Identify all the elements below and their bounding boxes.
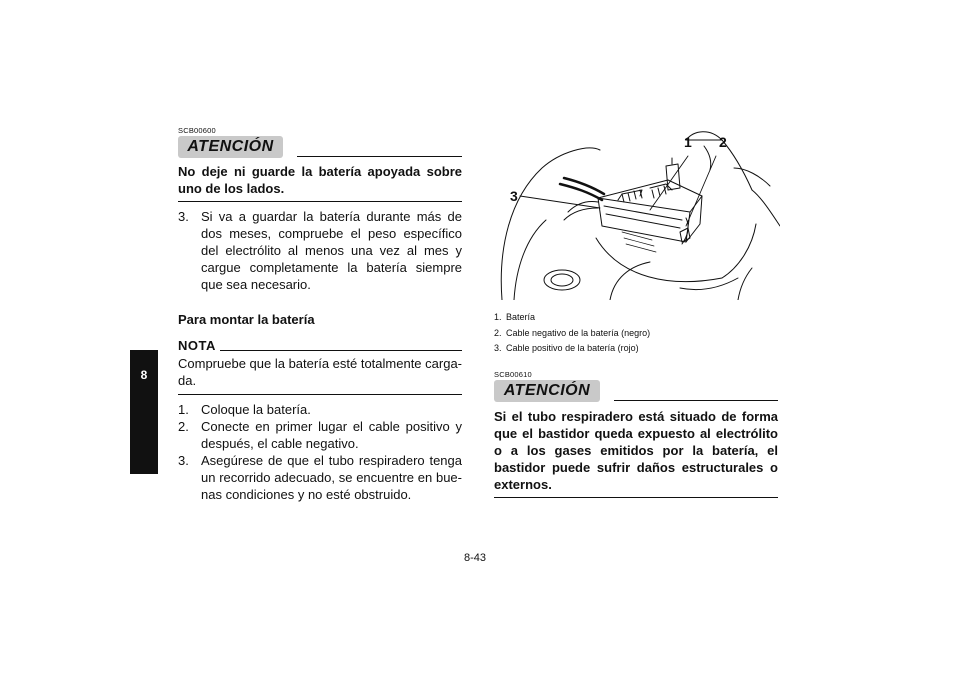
callout-2: 2 — [719, 134, 727, 150]
warning-block — [178, 126, 462, 202]
illustration-svg — [490, 128, 780, 300]
note-block — [178, 338, 462, 395]
step-text: Si va a guardar la batería durante más de dos meses, compruebe el peso específico del electrólito al menos una vez al mes y cargue completamente la batería siempre que sea necesario. — [201, 209, 462, 292]
callout-1: 1 — [684, 134, 692, 150]
warning-bottom-rule — [178, 201, 462, 202]
install-step — [178, 452, 462, 503]
warning-header — [178, 136, 462, 158]
callout-3: 3 — [510, 188, 518, 204]
step-number: 3. — [178, 453, 189, 468]
section-title: Para montar la batería — [178, 312, 315, 327]
note-bottom-rule — [178, 394, 462, 395]
step-text: Coloque la batería. — [201, 402, 311, 417]
warning-code: SCB00600 — [178, 126, 216, 135]
step-number: 2. — [178, 419, 189, 434]
step-number: 1. — [178, 402, 189, 417]
note-header — [178, 338, 462, 353]
step-text: Asegúrese de que el tubo respiradero tenga un recorrido adecuado, se encuentre en bue-nas condiciones y no esté obstruido. — [201, 453, 462, 502]
chapter-number: 8 — [140, 368, 148, 382]
atencion-badge — [178, 136, 283, 158]
install-steps — [178, 401, 462, 503]
left-column — [178, 126, 462, 503]
battery-illustration — [490, 128, 780, 300]
atencion-label: ATENCIÓN — [503, 382, 591, 399]
caption-number: 2. — [494, 327, 502, 338]
step-text: Conecte en primer lugar el cable positivo y después, el cable negativo. — [201, 419, 462, 451]
warning-text: Si el tubo respiradero está situado de forma que el bastidor queda expuesto al electrólito o a los gases emitidos por la batería, el bastidor puede sufrir daños estructurales o externos. — [494, 409, 778, 492]
note-header-rule — [220, 350, 462, 351]
warning-text: No deje ni guarde la batería apoyada sobre uno de los lados. — [178, 164, 462, 196]
header-rule — [297, 156, 462, 157]
caption-item — [494, 310, 784, 326]
warning-bottom-rule — [494, 497, 778, 498]
atencion-badge — [494, 380, 600, 402]
caption-text: Cable positivo de la batería (rojo) — [506, 343, 639, 353]
install-step — [178, 418, 462, 452]
page-number: 8-43 — [464, 552, 487, 564]
note-label: NOTA — [178, 338, 216, 353]
caption-text: Batería — [506, 312, 536, 322]
note-text: Compruebe que la batería esté totalmente carga-da. — [178, 356, 463, 388]
storage-step — [178, 208, 462, 293]
caption-item — [494, 326, 784, 342]
install-step — [178, 401, 462, 418]
caption-text: Cable negativo de la batería (negro) — [506, 327, 651, 338]
step-number: 3. — [178, 209, 189, 224]
warning-code: SCB00610 — [494, 370, 532, 379]
right-warning-block — [494, 370, 778, 498]
caption-item — [494, 341, 784, 357]
atencion-label: ATENCIÓN — [187, 138, 274, 155]
warning-header — [494, 380, 778, 402]
header-rule — [614, 400, 778, 401]
caption-number: 3. — [494, 343, 502, 353]
caption-number: 1. — [494, 312, 502, 322]
chapter-tab — [130, 350, 158, 474]
figure-captions — [494, 310, 784, 357]
